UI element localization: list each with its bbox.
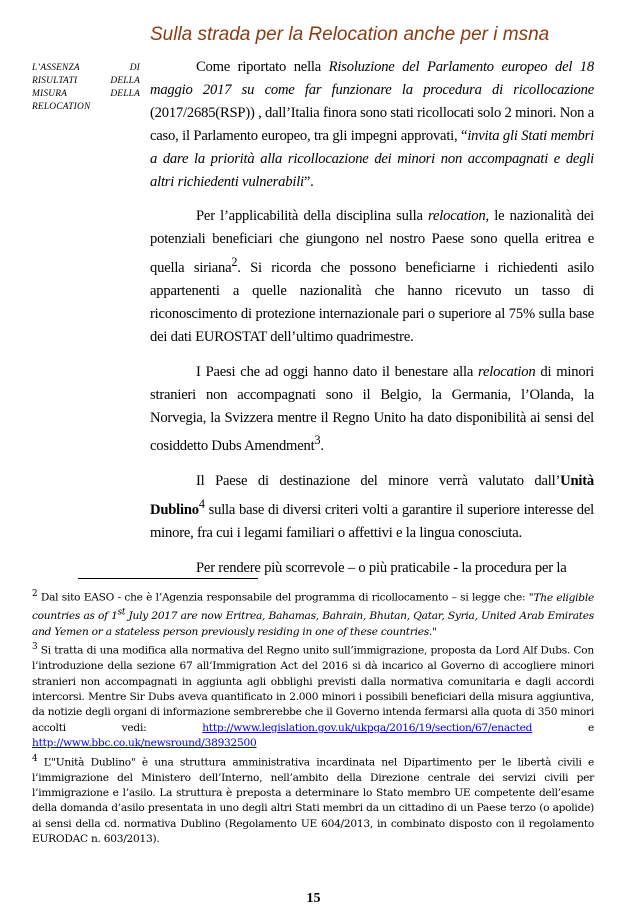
footnote-2 bbox=[32, 587, 594, 640]
relocation-term: relocation bbox=[478, 363, 536, 380]
page-header-title: Sulla strada per la Relocation anche per i msna bbox=[150, 24, 550, 45]
footnote-2-quote-2: July 2017 are now Eritrea, Bahamas, Bahrain, Bhutan, Qatar, Syria, United Arab Emirates and Yemen or a stateless person previously residing in one of these countries. bbox=[32, 610, 594, 638]
footnote-2-text: Dal sito EASO - che è l’Agenzia responsabile del programma di ricollocamento – si legge che: " bbox=[37, 591, 534, 604]
paragraph-4-text: Il Paese di destinazione del minore verrà valutato dall’ bbox=[196, 473, 561, 490]
paragraph-3-text-2: di minori stranieri non accompagnati sono il Belgio, la Germania, l’Olanda, la Norvegia, la Svizzera mentre il Regno Unito ha dato disponibilità ai sensi del cosiddetto Dubs Amendment bbox=[150, 363, 594, 455]
footnote-number: 3 bbox=[32, 642, 38, 653]
parliament-quote: invita gli Stati membri a dare la priorità alla ricollocazione dei minori non accompagnati e degli altri richiedenti vulnerabili bbox=[150, 127, 594, 190]
footnote-3-text: Si tratta di una modifica alla normativa del Regno unito sull’immigrazione, proposta da Lord Alf Dubs. Con l’introduzione della sezione 67 all’Immigration Act del 2016 si dà incarico al Governo di accogliere minori stranieri non accompagnati in aggiunta agli obblighi previsti dalla normativa comunitaria e dagli accordi intercorsi. Mentre Sir Dubs aveva quantificato in 2.000 minori i possibili beneficiari della misura aggiuntiva, da notizie degli organi di informazione sembrerebbe che il Governo intenda fermarsi alla quota di 350 minori accolti vedi: bbox=[32, 644, 594, 734]
footnote-4-text: L’"Unità Dublino" è una struttura amministrativa incardinata nel Dipartimento per le libertà civili e l’immigrazione del Ministero dell’Interno, nell’ambito della Direzione centrale dei servizi civili per l’immigrazione e l’asilo. La struttura è preposta a determinare lo Stato membro UE competente dell’esame della domanda d’asilo presentata in uno degli altri Stati membri da un cittadino di un Paese terzo (o apolide) ai sensi della cd. normativa Dublino (Regolamento UE 604/2013, in combinato disposto con il regolamento EURODAC n. 603/2013). bbox=[32, 756, 594, 846]
resolution-title: Risoluzione del Parlamento europeo del 18 maggio 2017 su come far funzionare la procedura di ricollocazione bbox=[150, 59, 594, 98]
paragraph-4 bbox=[150, 470, 594, 545]
footnote-ref-3[interactable]: 3 bbox=[314, 433, 321, 448]
unita-dublino-term: Unità Dublino bbox=[150, 473, 594, 518]
page-number: 15 bbox=[306, 891, 321, 906]
ordinal-suffix: st bbox=[117, 607, 126, 618]
footnote-number: 2 bbox=[32, 589, 38, 599]
paragraph-3-text-3: . bbox=[320, 438, 324, 455]
relocation-term: relocation bbox=[428, 208, 486, 225]
footnote-separator bbox=[78, 578, 258, 579]
footnote-2-quote: The eligible countries as of 1 bbox=[32, 591, 594, 623]
paragraph-5 bbox=[150, 557, 594, 580]
paragraph-3 bbox=[150, 361, 594, 458]
paragraph-5-text: Per rendere più scorrevole – o più praticabile - la procedura per la bbox=[196, 559, 567, 576]
footnote-2-text-2: " bbox=[432, 625, 437, 638]
paragraph-3-text: I Paesi che ad oggi hanno dato il benestare alla bbox=[196, 363, 479, 380]
margin-note: L’ASSENZA DI RISULTATI DELLA MISURA DELLA RELOCATION bbox=[32, 63, 140, 112]
footnote-ref-4[interactable]: 4 bbox=[198, 497, 205, 512]
footnote-4 bbox=[32, 752, 594, 848]
footnote-ref-2[interactable]: 2 bbox=[231, 255, 238, 270]
footnote-3-text-2: e bbox=[532, 721, 594, 734]
paragraph-4-text-2: sulla base di diversi criteri volti a garantire il superiore interesse del minore, fra cui i legami familiari o affettivi e la lingua conosciuta. bbox=[150, 501, 594, 541]
paragraph-2 bbox=[150, 205, 594, 348]
paragraph-2-text-2: , le nazionalità dei potenziali beneficiari che giungono nel nostro Paese sono quella eritrea e quella siriana bbox=[150, 208, 594, 277]
paragraph-2-text: Per l’applicabilità della disciplina sulla bbox=[196, 208, 429, 225]
paragraph-2-text-3: . Si ricorda che possono beneficiarne i richiedenti asilo appartenenti a quelle nazionalità che hanno ricevuto un tasso di riconoscimento di protezione internazionale pari o superiore al 75% sulla base dei dati EUROSTAT dell’ultimo quadrimestre. bbox=[150, 260, 594, 345]
footnotes bbox=[32, 587, 594, 848]
main-body bbox=[150, 56, 594, 580]
footnote-number: 4 bbox=[32, 753, 38, 764]
bbc-link[interactable]: http://www.bbc.co.uk/newsround/38932500 bbox=[32, 737, 257, 750]
paragraph-1-text-3: ”. bbox=[303, 173, 314, 190]
paragraph-1-text-2: (2017/2685(RSP)) , dall’Italia finora sono stati ricollocati solo 2 minori. Non a caso, il Parlamento europeo, tra gli impegni approvati, “ bbox=[150, 104, 594, 144]
footnote-3 bbox=[32, 640, 594, 751]
paragraph-1 bbox=[150, 56, 594, 193]
paragraph-1-text: Come riportato nella bbox=[196, 59, 329, 75]
legislation-link[interactable]: http://www.legislation.gov.uk/ukpga/2016/19/section/67/enacted bbox=[202, 721, 533, 734]
